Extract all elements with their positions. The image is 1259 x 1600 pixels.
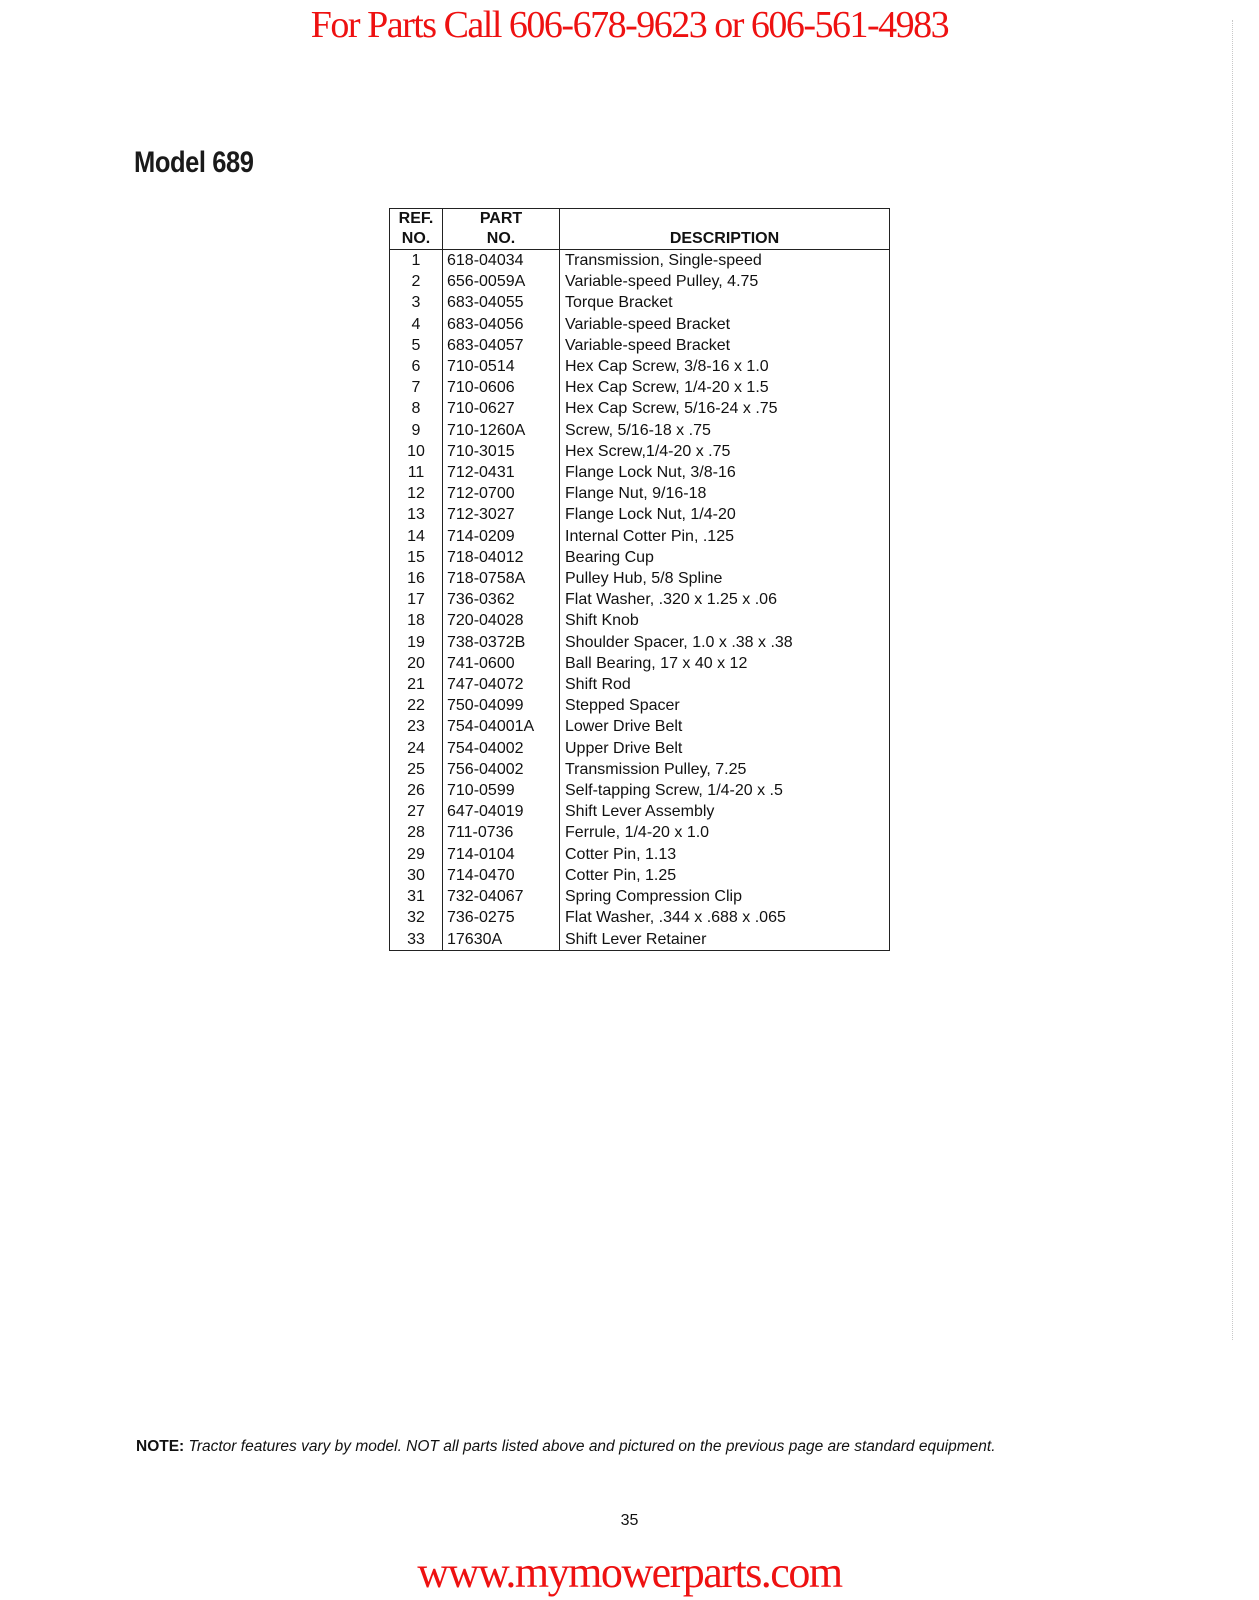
description-cell: Cotter Pin, 1.13 xyxy=(565,845,677,863)
ref-no-cell: 18 xyxy=(390,610,443,631)
footnote xyxy=(136,1438,996,1456)
table-row xyxy=(390,441,890,462)
table-row xyxy=(390,653,890,674)
table-row xyxy=(390,759,890,780)
description-cell: Shift Knob xyxy=(565,612,639,630)
part-no-cell: 618-04034 xyxy=(443,250,560,272)
part-no-cell: 736-0275 xyxy=(443,907,560,928)
header-part-no xyxy=(443,209,560,250)
part-no-cell: 718-0758A xyxy=(443,568,560,589)
description-cell: Flat Washer, .344 x .688 x .065 xyxy=(565,909,786,927)
table-row xyxy=(390,314,890,335)
table-row xyxy=(390,589,890,610)
ref-no-cell: 22 xyxy=(390,695,443,716)
ref-no-cell: 5 xyxy=(390,335,443,356)
description-cell: Shift Rod xyxy=(565,676,631,694)
table-row xyxy=(390,568,890,589)
description-cell: Self-tapping Screw, 1/4-20 x .5 xyxy=(565,782,783,800)
part-no-cell: 747-04072 xyxy=(443,674,560,695)
table-row xyxy=(390,632,890,653)
part-no-cell: 711-0736 xyxy=(443,822,560,843)
ref-no-cell: 21 xyxy=(390,674,443,695)
table-row xyxy=(390,356,890,377)
description-cell: Flange Lock Nut, 3/8-16 xyxy=(565,464,736,482)
table-row xyxy=(390,907,890,928)
table-row xyxy=(390,886,890,907)
description-cell: Screw, 5/16-18 x .75 xyxy=(565,421,711,439)
ref-no-cell: 19 xyxy=(390,632,443,653)
page-number: 35 xyxy=(620,1512,639,1529)
description-cell: Hex Cap Screw, 3/8-16 x 1.0 xyxy=(565,358,769,376)
page-title: Model 689 xyxy=(134,146,254,179)
ref-no-cell: 14 xyxy=(390,526,443,547)
ref-no-cell: 31 xyxy=(390,886,443,907)
description-cell: Shoulder Spacer, 1.0 x .38 x .38 xyxy=(565,633,793,651)
ref-no-cell: 12 xyxy=(390,483,443,504)
note-label: NOTE: xyxy=(136,1438,185,1455)
part-no-cell: 710-1260A xyxy=(443,420,560,441)
table-row xyxy=(390,398,890,419)
part-no-cell: 710-0606 xyxy=(443,377,560,398)
ref-no-cell: 17 xyxy=(390,589,443,610)
description-cell: Lower Drive Belt xyxy=(565,718,683,736)
description-cell: Ball Bearing, 17 x 40 x 12 xyxy=(565,654,748,672)
table-row xyxy=(390,716,890,737)
ref-no-cell: 28 xyxy=(390,822,443,843)
table-row xyxy=(390,420,890,441)
table-row xyxy=(390,462,890,483)
ref-no-cell: 30 xyxy=(390,865,443,886)
part-no-cell: 647-04019 xyxy=(443,801,560,822)
part-no-cell: 750-04099 xyxy=(443,695,560,716)
description-cell: Spring Compression Clip xyxy=(565,888,742,906)
part-no-cell: 710-0627 xyxy=(443,398,560,419)
header-part-line2: NO. xyxy=(486,230,516,247)
footer-website-link[interactable]: www.mymowerparts.com xyxy=(417,1548,842,1597)
ref-no-cell: 20 xyxy=(390,653,443,674)
ref-no-cell: 4 xyxy=(390,314,443,335)
part-no-cell: 712-3027 xyxy=(443,504,560,525)
table-row xyxy=(390,335,890,356)
description-cell: Internal Cotter Pin, .125 xyxy=(565,527,734,545)
part-no-cell: 741-0600 xyxy=(443,653,560,674)
table-row xyxy=(390,610,890,631)
table-row xyxy=(390,674,890,695)
table-row xyxy=(390,271,890,292)
header-part-line1: PART xyxy=(479,210,523,227)
table-row xyxy=(390,695,890,716)
part-no-cell: 710-3015 xyxy=(443,441,560,462)
table-header-row xyxy=(390,209,890,250)
table-row xyxy=(390,865,890,886)
ref-no-cell: 29 xyxy=(390,844,443,865)
description-cell: Transmission, Single-speed xyxy=(565,252,762,269)
part-no-cell: 720-04028 xyxy=(443,610,560,631)
part-no-cell: 754-04001A xyxy=(443,716,560,737)
part-no-cell: 738-0372B xyxy=(443,632,560,653)
ref-no-cell: 27 xyxy=(390,801,443,822)
description-cell: Torque Bracket xyxy=(565,294,673,312)
header-ref-no xyxy=(390,209,443,250)
ref-no-cell: 26 xyxy=(390,780,443,801)
table-row xyxy=(390,822,890,843)
description-cell: Hex Screw,1/4-20 x .75 xyxy=(565,442,731,460)
description-cell: Upper Drive Belt xyxy=(565,739,683,757)
ref-no-cell: 15 xyxy=(390,547,443,568)
description-cell: Flange Lock Nut, 1/4-20 xyxy=(565,506,736,524)
ref-no-cell: 6 xyxy=(390,356,443,377)
table-row xyxy=(390,844,890,865)
part-no-cell: 736-0362 xyxy=(443,589,560,610)
ref-no-cell: 25 xyxy=(390,759,443,780)
part-no-cell: 732-04067 xyxy=(443,886,560,907)
description-cell: Cotter Pin, 1.25 xyxy=(565,866,677,884)
table-row xyxy=(390,292,890,313)
ref-no-cell: 7 xyxy=(390,377,443,398)
part-no-cell: 712-0431 xyxy=(443,462,560,483)
ref-no-cell: 24 xyxy=(390,738,443,759)
parts-phone-banner: For Parts Call 606-678-9623 or 606-561-4983 xyxy=(310,4,949,46)
description-cell: Hex Cap Screw, 5/16-24 x .75 xyxy=(565,400,778,418)
table-row xyxy=(390,526,890,547)
part-no-cell: 714-0470 xyxy=(443,865,560,886)
description-cell: Flat Washer, .320 x 1.25 x .06 xyxy=(565,591,777,609)
part-no-cell: 754-04002 xyxy=(443,738,560,759)
part-no-cell: 710-0599 xyxy=(443,780,560,801)
part-no-cell: 17630A xyxy=(443,929,560,951)
description-cell: Variable-speed Bracket xyxy=(565,336,731,354)
parts-table-body xyxy=(390,250,890,951)
description-cell: Variable-speed Pulley, 4.75 xyxy=(565,273,759,291)
ref-no-cell: 8 xyxy=(390,398,443,419)
part-no-cell: 714-0209 xyxy=(443,526,560,547)
ref-no-cell: 16 xyxy=(390,568,443,589)
description-cell: Stepped Spacer xyxy=(565,697,680,715)
description-cell: Hex Cap Screw, 1/4-20 x 1.5 xyxy=(565,379,769,397)
ref-no-cell: 13 xyxy=(390,504,443,525)
description-cell: Flange Nut, 9/16-18 xyxy=(565,485,707,503)
part-no-cell: 710-0514 xyxy=(443,356,560,377)
description-cell: Transmission Pulley, 7.25 xyxy=(565,760,747,778)
part-no-cell: 714-0104 xyxy=(443,844,560,865)
part-no-cell: 683-04057 xyxy=(443,335,560,356)
ref-no-cell: 11 xyxy=(390,462,443,483)
scan-edge-line xyxy=(1232,20,1233,1340)
ref-no-cell: 1 xyxy=(390,250,443,272)
part-no-cell: 756-04002 xyxy=(443,759,560,780)
description-cell: Variable-speed Bracket xyxy=(565,315,731,333)
parts-list-table xyxy=(389,208,890,951)
header-ref-line2: NO. xyxy=(401,230,431,247)
note-text: Tractor features vary by model. NOT all parts listed above and pictured on the previous page are standard equipment. xyxy=(188,1438,996,1455)
ref-no-cell: 32 xyxy=(390,907,443,928)
table-row xyxy=(390,780,890,801)
ref-no-cell: 33 xyxy=(390,929,443,951)
table-row xyxy=(390,250,890,272)
header-description: DESCRIPTION xyxy=(560,209,890,250)
description-cell: Ferrule, 1/4-20 x 1.0 xyxy=(565,824,710,842)
part-no-cell: 683-04055 xyxy=(443,292,560,313)
table-row xyxy=(390,377,890,398)
part-no-cell: 656-0059A xyxy=(443,271,560,292)
table-row xyxy=(390,801,890,822)
table-row xyxy=(390,547,890,568)
description-cell: Shift Lever Retainer xyxy=(565,930,707,948)
table-row xyxy=(390,738,890,759)
ref-no-cell: 10 xyxy=(390,441,443,462)
ref-no-cell: 3 xyxy=(390,292,443,313)
ref-no-cell: 2 xyxy=(390,271,443,292)
table-row xyxy=(390,929,890,951)
part-no-cell: 683-04056 xyxy=(443,314,560,335)
part-no-cell: 712-0700 xyxy=(443,483,560,504)
description-cell: Pulley Hub, 5/8 Spline xyxy=(565,570,723,588)
table-row xyxy=(390,483,890,504)
description-cell: Shift Lever Assembly xyxy=(565,803,715,821)
table-row xyxy=(390,504,890,525)
ref-no-cell: 9 xyxy=(390,420,443,441)
description-cell: Bearing Cup xyxy=(565,548,654,566)
ref-no-cell: 23 xyxy=(390,716,443,737)
part-no-cell: 718-04012 xyxy=(443,547,560,568)
header-ref-line1: REF. xyxy=(398,210,434,227)
